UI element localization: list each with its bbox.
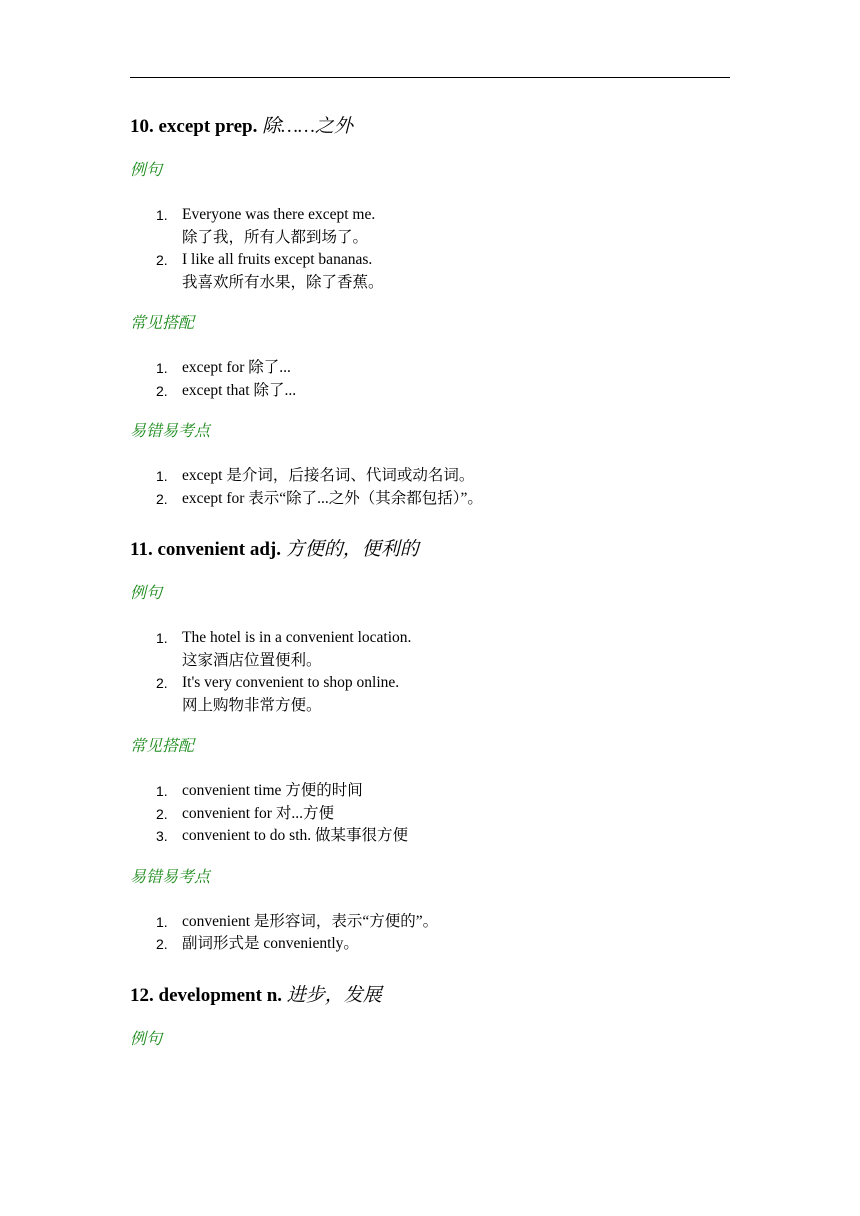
pitfall-text: except for 表示“除了...之外（其余都包括）”。: [182, 489, 483, 507]
list-item: [130, 380, 730, 403]
list-number: 2.: [156, 382, 168, 399]
pitfalls-list: [130, 465, 730, 510]
entry-word: except: [158, 116, 211, 137]
collocation-text: except that 除了...: [182, 381, 297, 399]
pitfalls-list: [130, 911, 730, 956]
pitfall-text: except 是介词，后接名词、代词或动名词。: [182, 467, 475, 484]
pitfalls-label: 易错易考点: [130, 868, 211, 886]
list-item: [130, 825, 730, 848]
collocation-text: convenient for 对...方便: [182, 804, 334, 822]
entry-heading: [130, 538, 730, 562]
example-chinese: 我喜欢所有水果，除了香蕉。: [182, 273, 384, 291]
entry-pos: prep.: [214, 116, 258, 137]
list-item: [130, 627, 730, 672]
examples-list: [130, 204, 730, 294]
list-item: [130, 204, 730, 249]
vocabulary-content: [130, 106, 730, 1050]
collocation-text: convenient to do sth. 做某事很方便: [182, 827, 409, 844]
entry-except: [130, 115, 730, 510]
example-english: The hotel is in a convenient location.: [182, 629, 412, 646]
list-item: [130, 803, 730, 826]
example-english: Everyone was there except me.: [182, 206, 376, 223]
entry-meaning: 进步，发展: [286, 984, 382, 1006]
list-item: [130, 933, 730, 956]
entry-pos: adj.: [249, 539, 281, 560]
examples-list: [130, 627, 730, 717]
list-item: [130, 465, 730, 488]
entry-word: development: [158, 984, 262, 1006]
entry-number: 10.: [130, 116, 154, 137]
list-number: 1.: [156, 913, 168, 930]
entry-pos: n.: [266, 984, 283, 1006]
pitfall-text: 副词形式是 conveniently。: [182, 935, 359, 952]
list-item: [130, 488, 730, 511]
collocations-label: 常见搭配: [130, 738, 195, 755]
example-english: I like all fruits except bananas.: [182, 251, 373, 268]
examples-label: 例句: [130, 585, 163, 602]
list-number: 2.: [156, 490, 168, 507]
collocations-list: [130, 780, 730, 848]
example-chinese: 网上购物非常方便。: [182, 696, 322, 714]
list-number: 2.: [156, 805, 168, 822]
example-chinese: 这家酒店位置便利。: [182, 651, 322, 669]
entry-word: convenient: [157, 539, 246, 560]
list-number: 1.: [156, 207, 168, 223]
list-item: [130, 911, 730, 934]
list-item: [130, 780, 730, 803]
list-item: [130, 357, 730, 380]
example-chinese: 除了我，所有人都到场了。: [182, 228, 369, 246]
entry-heading: [130, 115, 730, 139]
example-english: It's very convenient to shop online.: [182, 674, 400, 691]
list-item: [130, 672, 730, 717]
collocation-text: convenient time 方便的时间: [182, 782, 363, 799]
list-number: 1.: [156, 360, 168, 376]
list-number: 2.: [156, 936, 168, 952]
pitfalls-label: 易错易考点: [130, 423, 211, 440]
entry-number: 12.: [130, 984, 154, 1006]
collocation-text: except for 除了...: [182, 359, 291, 376]
collocations-label: 常见搭配: [130, 315, 195, 332]
list-number: 1.: [156, 468, 168, 484]
list-number: 3.: [156, 828, 168, 844]
list-number: 1.: [156, 630, 168, 646]
entry-number: 11.: [130, 539, 153, 560]
entry-development: [130, 984, 730, 1050]
examples-label: 例句: [130, 162, 163, 179]
list-number: 2.: [156, 252, 168, 268]
list-item: [130, 249, 730, 294]
collocations-list: [130, 357, 730, 402]
entry-convenient: [130, 538, 730, 956]
pitfall-text: convenient 是形容词，表示“方便的”。: [182, 912, 439, 930]
header-rule: [130, 77, 730, 78]
entry-heading: [130, 984, 730, 1008]
list-number: 2.: [156, 675, 168, 691]
list-number: 1.: [156, 783, 168, 799]
entry-meaning: 方便的，便利的: [285, 539, 419, 560]
examples-label: 例句: [130, 1030, 163, 1048]
entry-meaning: 除……之外: [262, 116, 353, 137]
